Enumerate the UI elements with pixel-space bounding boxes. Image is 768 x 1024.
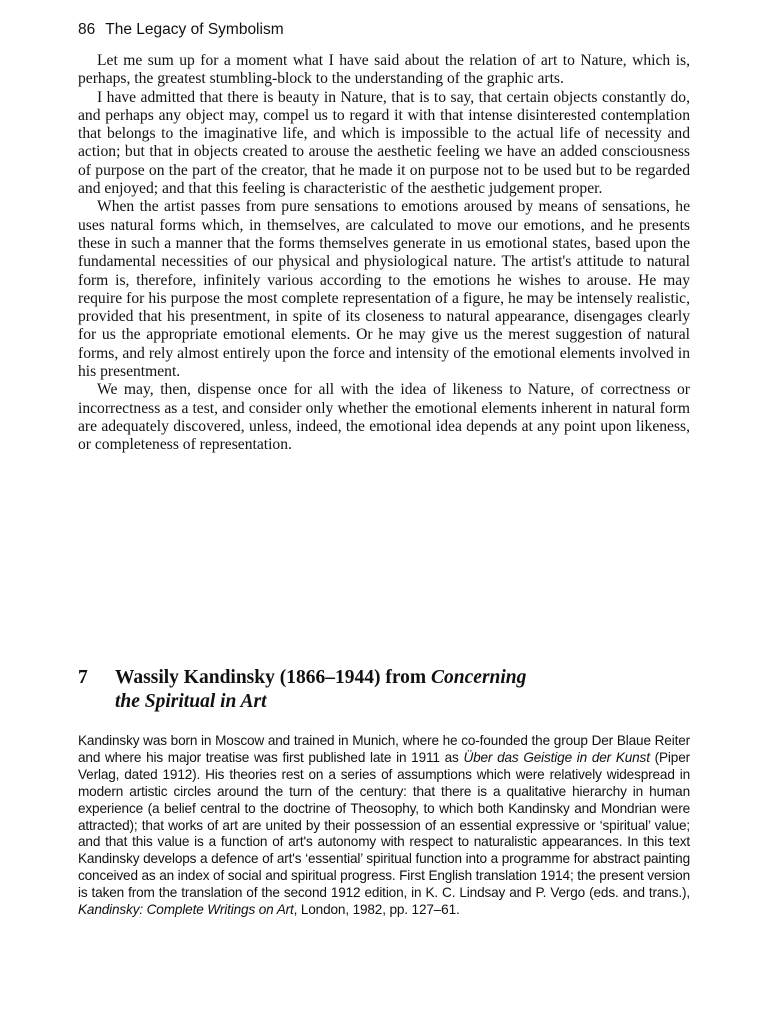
intro-text-part-2: (Piper Verlag, dated 1912). His theories rest on a series of assumptions which were relatively widespread in modern artistic circles around the turn of the century: that there is a qualitative hierarchy in human experience (a belief central to the doctrine of Theosophy, to which both Kandinsky and Mondrian were attracted); that works of art are united by their possession of an essential expressive or ‘spiritual’ value; and that this value is a function of art's autonomy with respect to naturalistic appearances. In this text Kandinsky develops a defence of art's ‘essential’ spiritual function into a programme for abstract painting conceived as an index of social and spiritual progress. First English translation 1914; the present version is taken from the translation of the second 1912 edition, in K. C. Lindsay and P. Vergo (eds. and trans.),	[78, 749, 690, 901]
intro-text-part-1: Kandinsky was born in Moscow and trained in Munich, where he co-founded the group Der Blaue Reiter and where his major treatise was first published late in 1911 as	[78, 733, 690, 765]
running-head-title: The Legacy of Symbolism	[105, 21, 284, 38]
section-number: 7	[78, 667, 88, 688]
essay-paragraph-2: I have admitted that there is beauty in Nature, that is to say, that certain objects constantly do, and perhaps any object may, compel us to regard it with that intense disinterested contemplation that belongs to the imaginative life, and which is impossible to the actual life of necessity and action; but that in objects created to arouse the aesthetic feeling we have an added consciousness of purpose on the part of the creator, that he made it on purpose not to be used but to be regarded and enjoyed; and that this feeling is characteristic of the aesthetic judgement proper.	[78, 88, 690, 198]
essay-body	[78, 52, 690, 455]
page-number: 86	[78, 21, 96, 38]
running-head	[78, 20, 698, 40]
intro-italic-title-2: Kandinsky: Complete Writings on Art	[78, 902, 294, 918]
intro-italic-title-1: Über das Geistige in der Kunst	[463, 749, 650, 765]
section-title	[115, 666, 690, 714]
essay-paragraph-4: We may, then, dispense once for all with the idea of likeness to Nature, of correctness or incorrectness as a test, and consider only whether the emotional elements inherent in natural form are adequately discovered, unless, indeed, the emotional idea depends at any point upon likeness, or completeness of representation.	[78, 381, 690, 454]
intro-paragraph	[78, 733, 690, 919]
essay-paragraph-1: Let me sum up for a moment what I have said about the relation of art to Nature, which is, perhaps, the greatest stumbling-block to the understanding of the graphic arts.	[78, 52, 690, 88]
section-title-italic-2: the Spiritual in Art	[115, 691, 267, 712]
section-title-plain: Wassily Kandinsky (1866–1944) from	[115, 667, 432, 688]
essay-paragraph-3: When the artist passes from pure sensations to emotions aroused by means of sensations, he uses natural forms which, in themselves, are calculated to move our emotions, and he presents these in such a manner that the forms themselves generate in us emotional states, based upon the fundamental necessities of our physical and physiological nature. The artist's attitude to natural form is, therefore, infinitely various according to the emotions he wishes to arouse. He may require for his purpose the most complete representation of a figure, he may be intensely realistic, provided that his presentment, in spite of its closeness to natural appearance, disengages clearly for us the appropriate emotional elements. Or he may give us the merest suggestion of natural forms, and rely almost entirely upon the force and intensity of the emotional elements involved in his presentment.	[78, 198, 690, 381]
section-title-italic-1: Concerning	[431, 667, 527, 688]
section-heading	[78, 666, 690, 714]
editorial-introduction	[78, 733, 690, 919]
intro-text-part-3: , London, 1982, pp. 127–61.	[293, 902, 460, 918]
